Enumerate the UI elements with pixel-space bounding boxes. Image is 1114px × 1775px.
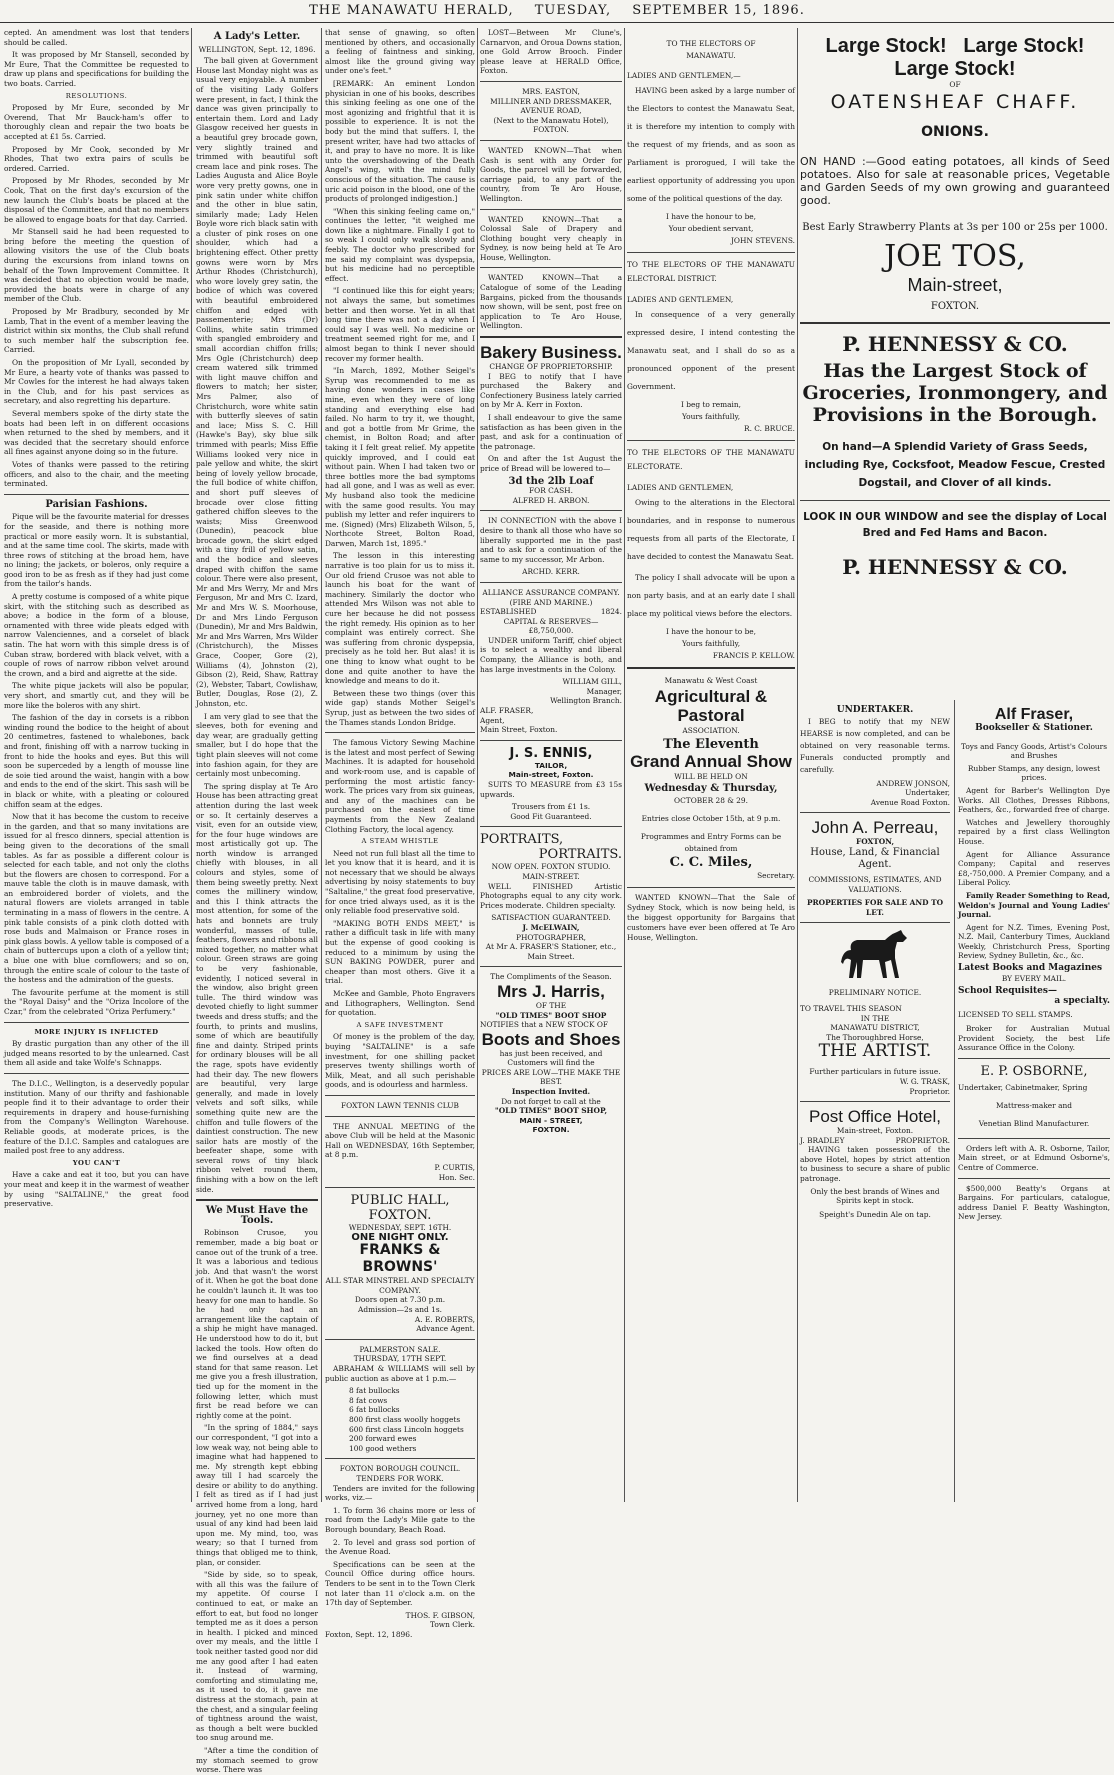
ad-text: MAIN - STREET, xyxy=(519,1115,583,1125)
ad-text: I shall endeavour to give the same satisfaction as has been given in the past, and ask for a continuation of the patronage. xyxy=(480,413,622,451)
ad-text: Undertaker, Cabinetmaker, Spring xyxy=(958,1082,1088,1092)
hennessy-name: P. HENNESSY & CO. xyxy=(842,331,1068,356)
article-text: Have a cake and eat it too, but you can have your meat and keep it in the warmest of weather by using "SALTALINE," the great food preservative. xyxy=(4,1170,189,1209)
article-text: It was proposed by Mr Stansell, seconded by Mr Eure, That the Committee be requested to draw up plans and specifications for building the two boats. Carried. xyxy=(4,50,189,88)
divider xyxy=(627,440,795,441)
strawberry-text: Best Early Strawberry Plants at 3s per 100 or 25s per 1000. xyxy=(802,222,1108,234)
ad-signature: J. McELWAIN, xyxy=(522,922,580,932)
loaf-price: 3d the 2lb Loaf xyxy=(508,475,594,487)
divider xyxy=(958,1138,1110,1139)
column-3 xyxy=(325,28,475,1639)
ad-text: The policy I shall advocate will be upon a non party basis, and at an early date I shall place my political views before the electors. xyxy=(627,573,795,618)
ad-text: UNDER uniform Tariff, chief object is to select a wealthy and liberal Company, the Alliance is both, and has large investments in the Colony. xyxy=(480,635,622,674)
ad-signature: Wellington Branch. xyxy=(550,696,622,706)
council-subheading: TENDERS FOR WORK. xyxy=(356,1473,444,1483)
divider xyxy=(800,500,1110,501)
article-text: Proposed by Mr Rhodes, seconded by Mr Cook, That on the first day's excursion of the new launch the Club's boats be placed at the disposal of the Committee, and that no members be allowed to engage boats for that day. Carried. xyxy=(4,176,189,224)
artist-name: THE ARTIST. xyxy=(818,1041,932,1062)
divider xyxy=(480,582,622,583)
ad-text: PRICES ARE LOW—THE MAKE THE BEST. xyxy=(481,1067,621,1087)
ad-text: Agent for Barber's Wellington Dye Works. All Clothes, Dresses Ribbons, Feathers, &c., forwarded free of charge. xyxy=(958,785,1110,815)
ad-text: The Compliments of the Season. xyxy=(490,972,612,982)
ad-text: Do not forget to call at the xyxy=(501,1096,601,1106)
ad-text xyxy=(800,1136,950,1146)
ad-text: MANAWATU DISTRICT, xyxy=(830,1023,920,1033)
divider xyxy=(480,140,622,141)
ad-text: Main-street, Foxton. xyxy=(508,770,594,780)
ad-text: Trousers from £1 1s. xyxy=(511,802,591,812)
divider xyxy=(958,1058,1110,1059)
article-text: The ball given at Government House last Monday night was as usual very enjoyable. A number of the visiting Lady Golfers were present, in fact, I think the dance was given principally to entertain them. Lord and Lady Glasgow received her guests in a beautiful grey brocade gown, very slightly trained and trimmed with beautiful soft cream lace and pink roses. The Ladies Augusta and Alice Boyle wore very pretty gowns, one in pink satin under white chiffon and the other in blue satin, similarly made; Lady Helen Boyle wore rich black satin with a cluster of pink roses on one shoulder, which had a brightening effect. Other pretty gowns were worn by Mrs Arthur Rhodes (Christchurch), who wore lovely grey satin, the bodice of which was covered with beautiful embroidered chiffon and edged with passementerie; Mrs (Dr) Collins, white satin trimmed with spangled embroidery and small accordian chiffon frills; Mrs Ogle (Christchurch) deep cream watered silk trimmed with light mauve chiffon and flowers to match; her sister, Mrs Palmer, also of Christchurch, wore white satin with butterfly sleeves of satin and lace; Miss S. C. Hill (Hawke's Bay), sky blue silk trimmed with pearls; Miss Effie Williams looked very nice in pale yellow and white, the skirt being of lovely yellow brocade, the full bodice of white chiffon, and short puff sleeves of brocade over close fitting gathered chiffon sleeves to the waists; Miss Greenwood (Dunedin), peacock blue brocade gown, the skirt edged with a tiny frill of yellow satin, and the bodice and sleeves draped with chiffon the same colour. There were also present, Mr and Mrs Werry, Mr and Mrs Ferguson, Mr and Mrs C. Izard, Mr and Mrs W. S. Moorhouse, Dr and Mrs Lindo Ferguson (Dunedin), Mr and Mrs Baldwin, Mr and Mrs Warren, Mrs Wilder (Christchurch), the Misses Grace, Cooper, Gore (2), Williams (4), Johnston (2), Gibson (2), Reid, Shaw, Rattray (2), Webster, Tabart, Cowlishaw, Butler, Douglas, Rose (2), Z. Johnston, etc. xyxy=(196,56,318,708)
ad-text: Rubber Stamps, any design, lowest prices. xyxy=(967,763,1101,783)
ad-text: TAILOR, xyxy=(534,760,568,770)
ad-text: Yours faithfully, xyxy=(681,412,741,421)
ad-text: Family Reader Something to Read, Weldon's Journal and Young Ladies' Journal. xyxy=(958,890,1110,920)
ad-signature: Advance Agent. xyxy=(416,1324,475,1334)
column-rule xyxy=(624,28,625,1502)
column-2 xyxy=(196,28,318,1775)
largest-stock-text: Has the Largest Stock of Groceries, Ironmongery, and Provisions in the Borough. xyxy=(802,359,1108,426)
ad-signature: A. E. ROBERTS, xyxy=(414,1314,475,1324)
grand-show-title: Grand Annual Show xyxy=(630,752,792,771)
divider xyxy=(325,1095,475,1096)
article-text: The lesson in this interesting narrative is too plain for us to miss it. Our old friend Crusoe was not able to launch his boat for the want of machinery. Similarly the doctor who attended Mrs Wilson was not able to cure her because he did not possess the right remedy. His opinion as to her complaint was entirely correct. She was suffering from chronic dyspepsia, precisely as he told her. But alas! it is one thing to know what ought to be done and quite another to have the knowledge and means to do it. xyxy=(325,551,475,686)
established-label: ESTABLISHED xyxy=(480,607,537,617)
ad-text: WANTED KNOWN—That the Sale of Sydney Stock, which is now being held, is the biggest opportunity for Bargains that customers have ever been offered at Te Aro House, Wellington. xyxy=(627,893,795,942)
portraits-heading: PORTRAITS. xyxy=(538,847,622,863)
ad-text: LOST—Between Mr Clune's, Carnarvon, and Oroua Downs station, one Gold Arrow Brooch. Finder please leave at HERALD Office, Foxton. xyxy=(480,28,622,76)
ad-signature: ARCHD. KERR. xyxy=(522,567,580,577)
article-text: Pique will be the favourite material for dresses for the seaside, and there is nothing more practical or more easily worn. It is substantial, and at the same time cool. The skirts, made with three rows of stitching at the broad hem, have no lining; the jackets, or boleros, only require a good iron to be as fresh as if they had just come from the tailor's hands. xyxy=(4,512,189,589)
article-text: Now that it has become the custom to receive in the garden, and that so many invitations are issued for al fresco dinners, special attention is being given to the decorations of the small tables. As far as possible a different colour is selected for each table, and not only the cloths but the flowers are chosen to correspond. For a mauve table the cloth is in mauve damask, with an embroidered border of violets, and the natural flowers are violets arranged in table terminating in a mass of flowers in the centre. A pink table consists of a pink cloth dotted with rose buds and Malmaison or France roses in pink glass bowls. A yellow table is composed of a chain of buttercups upon a cloth of a yellow tint; a blue one with blue cornflowers; and so on, through the entire scale of colour to the taste of the hostess and the admiration of the guests. xyxy=(4,812,189,985)
dateline: WELLINGTON, Sept. 12, 1896. xyxy=(198,44,316,54)
ad-text: Programmes and Entry Forms can be obtained from xyxy=(640,832,782,853)
ad-signature: R. C. BRUCE. xyxy=(744,424,795,433)
palm-sale-heading: PALMERSTON SALE. xyxy=(359,1344,441,1354)
ennis-name: J. S. ENNIS, xyxy=(509,745,593,761)
ad-text: Main-street, Foxton. xyxy=(836,1126,914,1136)
ad-text: Speight's Dunedin Ale on tap. xyxy=(819,1209,931,1219)
ad-text: House, Land, & Financial Agent. xyxy=(810,846,940,870)
ad-text xyxy=(480,607,622,617)
large-stock-label: Large Stock! xyxy=(894,58,1016,80)
ad-text: WANTED KNOWN—That when Cash is sent with any Order for Goods, the parcel will be forwarded, carriage paid, to any part of the country, from Te Aro House, Wellington. xyxy=(480,145,622,203)
stock-item: 800 first class woolly hoggets xyxy=(349,1415,461,1424)
chaff-title: OATENSHEAF CHAFF. xyxy=(830,90,1080,113)
article-text: "In the spring of 1884," says our correspondent, "I got into a low weak way, not being able to imagine what had happened to me. My strength kept ebbing away till I had scarcely the desire or ability to do anything. I felt as tired as if I had just arrived home from a long, hard journey, yet no one more than usual of any kind had been laid upon me. My mind, too, was weary; so that I turned from things that obliged me to think, plan, or consider. xyxy=(196,1423,318,1567)
specialty-label: a specialty. xyxy=(1054,995,1110,1006)
ad-text: THE ANNUAL MEETING of the above Club will be held at the Masonic Hall on WEDNESDAY, 16th September, at 8 p.m. xyxy=(325,1121,475,1160)
ad-signature: Town Clerk. xyxy=(430,1620,475,1630)
ad-signature: THOS. F. GIBSON, xyxy=(405,1610,475,1620)
ad-text: PRELIMINARY NOTICE. xyxy=(828,988,922,998)
column-7 xyxy=(800,706,950,1502)
divider xyxy=(800,922,950,923)
ad-text: FOXTON. xyxy=(532,1125,570,1135)
latest-books: Latest Books and Magazines xyxy=(958,963,1103,974)
article-text: The famous Victory Sewing Machine is the latest and most perfect of Sewing Machines. It is adapted for household and work-room use, and is capable of performing the most artistic fancy-work. The prices vary from six guineas, and any of the machines can be purchased on the easiest of time payments from the New Zealand Clothing Factory, the local agency. xyxy=(325,738,475,834)
article-text: Robinson Crusoe, you remember, made a big boat or canoe out of the trunk of a tree. It was a laborious and tedious job. And that wasn't the worst of it. When he got the boat done he couldn't launch it. It was too heavy for one man to handle. So he had only had an arrangement like the captain of a ship he might have managed. He understood how to do it, but lacked the tools. How often do we find ourselves at a dead stand for that same reason. Let me give you a fresh illustration, tied up for the moment in the following letter, which must first be read before we can rightly come at the point. xyxy=(196,1228,318,1420)
electors-heading: MANAWATU. xyxy=(686,51,736,60)
alf-fraser-name: Alf Fraser, xyxy=(994,706,1074,723)
article-text: "When this sinking feeling came on," continues the letter, "it weighed me down like a nightmare. Finally I got to so weak I could only walk slowly and feebly. The doctor who prescribed for me said my complaint was dyspepsia, but his medicine had no perceptible effect. xyxy=(325,206,475,283)
safe-heading: A SAFE INVESTMENT xyxy=(356,1020,444,1029)
ad-text: LADIES AND GENTLEMEN,— xyxy=(627,71,741,80)
ad-signature: Undertaker, xyxy=(905,788,950,798)
article-text: Between these two things (over this wide gap) stands Mother Seigel's Syrup, just as between the two sides of the Thames stands London Bridge. xyxy=(325,688,475,727)
ad-text: On and after the 1st August the price of Bread will be lowered to— xyxy=(480,454,622,473)
column-rule xyxy=(321,28,322,1502)
electors-heading: TO THE ELECTORS OF THE MANAWATU ELECTORATE. xyxy=(627,448,795,471)
of-label: OF xyxy=(949,80,961,89)
divider xyxy=(480,336,622,338)
ad-text: IN THE xyxy=(860,1013,890,1023)
eleventh-label: The Eleventh xyxy=(663,737,759,752)
divider xyxy=(627,887,795,888)
ad-text: Watches and Jewellery thoroughly repaired by a first class Wellington House. xyxy=(958,817,1110,846)
ad-text: Good Fit Guaranteed. xyxy=(510,811,592,821)
ad-text: FOR CASH. xyxy=(529,486,573,496)
article-text: "In March, 1892, Mother Seigel's Syrup was recommended to me as having done wonders in cases like mine, even when they were of long standing and everything else had failed. No harm to try it, we thought, and got a bottle from Mr Grime, the chemist, in Bolton Road; and after taking it I felt great relief. My appetite quickly improved, and I could eat without pain. When I had taken two or three bottles more the bad symptoms had all gone, and I was as well as ever. My husband also took the medicine with the same good results. You may publish my letter and refer inquirers to me. (Signed) (Mrs) Elizabeth Wilson, 5, Northcote Street, Bolton Road, Darwen, March 1st, 1895." xyxy=(325,366,475,548)
electors-heading: TO THE ELECTORS OF xyxy=(666,39,756,48)
divider xyxy=(800,322,1110,324)
hennessy-name: P. HENNESSY & CO. xyxy=(842,554,1068,579)
article-text: Of money is the problem of the day, buying "SALTALINE" is a safe investment, for one shilling packet preserves twenty shillings worth of Milk, Meat, and all such perishable goods, and is odourless and harmless. xyxy=(325,1032,475,1090)
ad-text: I BEG to notify that my NEW HEARSE is now completed, and can be obtained on very reasonable terms. Funerals conducted promptly and carefully. xyxy=(800,716,950,774)
divider xyxy=(480,740,622,741)
column-5 xyxy=(627,28,795,1502)
resolutions-heading: RESOLUTIONS. xyxy=(65,91,128,100)
steam-heading: A STEAM WHISTLE xyxy=(361,837,439,846)
ad-text: AVENUE ROAD, xyxy=(520,106,582,116)
article-text: "MAKING BOTH ENDS MEET," is rather a difficult task in life with many but the expense of good cooking is reduced to a minimum by using the SUN BAKING POWDER, purer and cheaper than most others. Give it a trial. xyxy=(325,918,475,986)
ad-text: I beg to remain, xyxy=(680,400,742,409)
divider xyxy=(958,1178,1110,1179)
column-rule xyxy=(954,700,955,1502)
one-night-label: ONE NIGHT ONLY. xyxy=(351,1231,449,1243)
ad-signature: Secretary. xyxy=(757,871,795,880)
divider xyxy=(800,812,950,813)
ad-text: has just been received, and Customers will find the xyxy=(499,1048,603,1068)
column-4 xyxy=(480,28,622,1502)
inspection-invited: Inspection Invited. xyxy=(511,1087,591,1097)
issue-date: SEPTEMBER 15, 1896. xyxy=(632,3,805,18)
perreau-name: John A. Perreau, xyxy=(811,818,939,838)
ad-text: Agent for Alliance Assurance Company; Capital and reserves £8,-750,000. A Premier Company, and a Liberal Policy. xyxy=(958,849,1110,888)
divider xyxy=(480,966,622,967)
column-rule xyxy=(191,28,192,1502)
article-text: The favourite perfume at the moment is still the "Royal Daisy" and the "Oriza Incolore of the Czar," from the celebrated "Oriza Perfumery." xyxy=(4,987,189,1016)
ad-text: Doors open at 7.30 p.m. xyxy=(354,1295,446,1305)
show-dates: OCTOBER 28 & 29. xyxy=(674,796,748,805)
bakery-title: Bakery Business. xyxy=(480,343,622,363)
on-hand-text: ON HAND :—Good eating potatoes, all kinds of Seed potatoes. Also for sale at reasonable prices, Vegetable and Garden Seeds of my own growing and guaranteed good. xyxy=(800,155,1110,208)
ad-text: Tenders are invited for the following works, viz.— xyxy=(325,1483,475,1503)
article-text: A pretty costume is composed of a white pique skirt, with the stitching such as described as above; a bodice in the form of a blouse, ornamented with three wide pleats edged with narrow Valenciennes, and a corselet of black satin. The hat worn with this simple dress is of Cuban straw, bordered with black velvet, with a couple of rows of narrow ribbon velvet around the crown, and a bird and aigrette at the side. xyxy=(4,592,189,678)
ad-text: HAVING taken possession of the above Hotel, hopes by strict attention to business to secure a share of public patronage. xyxy=(800,1145,950,1184)
ad-text: Toys and Fancy Goods, Artist's Colours and Brushes xyxy=(961,741,1107,761)
ad-signature: JOHN STEVENS. xyxy=(730,236,795,245)
ad-signature: FRANCIS P. KELLOW. xyxy=(712,651,795,660)
grass-seeds-text: On hand—A Splendid Variety of Grass Seeds, including Rye, Cocksfoot, Meadow Fescue, Crested Dogstail, and Clover of all kinds. xyxy=(804,440,1106,489)
column-rule xyxy=(797,28,798,1502)
ad-signature: Hon. Sec. xyxy=(438,1172,475,1182)
ad-text: WANTED KNOWN—That a Catalogue of some of the Leading Bargains, picked from the thousands now shown, will be sent, post free on application to Te Aro House, Wellington. xyxy=(480,273,622,331)
ad-text: 2. To level and grass sod portion of the Avenue Road. xyxy=(325,1537,475,1557)
ad-text: Specifications can be seen at the Council Office during office hours. Tenders to be sent in to the Town Clerk not later than 11 o'clock a.m. on the 17th day of September. xyxy=(325,1559,475,1608)
divider xyxy=(480,826,622,827)
show-association: Manawatu & West Coast xyxy=(664,676,758,685)
divider xyxy=(325,732,475,733)
ad-text: WILL BE HELD ON xyxy=(674,772,748,781)
divider xyxy=(480,81,622,82)
divider xyxy=(480,209,622,210)
stock-item: 600 first class Lincoln hoggets xyxy=(349,1424,464,1434)
stock-item: 6 fat bullocks xyxy=(349,1405,400,1415)
ad-signature: W. G. TRASK, xyxy=(899,1076,950,1086)
ad-signature: Agent, xyxy=(480,715,505,725)
column-6 xyxy=(800,28,1110,700)
stock-item: 8 fat cows xyxy=(349,1395,388,1405)
ad-text: CAPITAL & RESERVES— xyxy=(503,616,599,626)
ad-text: (Next to the Manawatu Hotel), xyxy=(493,115,609,125)
ad-subheading: CHANGE OF PROPRIETORSHIP. xyxy=(489,362,613,372)
alliance-heading: ALLIANCE ASSURANCE COMPANY. xyxy=(482,587,620,597)
article-text: Need not run full blast all the time to let you know that it is heard, and it is not necessary that we should be always advertising by noisy statements to buy "Saltaline," the great food preservative, for once tried always used, as it is the only reliable food preservative sold. xyxy=(325,848,475,916)
ad-text: Your obedient servant, xyxy=(668,224,754,233)
portraits-heading: PORTRAITS, xyxy=(480,832,564,848)
divider xyxy=(325,1187,475,1188)
divider xyxy=(627,252,795,253)
article-text: "I continued like this for eight years; not always the same, but sometimes better and then worse. Yet in all that long time there was not a day when I could say I was well. No medicine or treatment seemed right for me, and I almost began to think I never should recover my former health. xyxy=(325,286,475,363)
divider xyxy=(627,667,795,669)
article-text: Several members spoke of the dirty state the boats had been left in on different occasions when returned to the shed by members, and it was decided that the secretary should enforce all fines against anyone doing so in the future. xyxy=(4,408,189,457)
ad-text: I have the honour to be, xyxy=(665,627,757,636)
ladys-letter-title: A Lady's Letter. xyxy=(213,31,301,42)
ad-signature: Main Street, Foxton. xyxy=(480,725,558,735)
large-stock-label: Large Stock! xyxy=(963,35,1085,57)
onions-title: ONIONS. xyxy=(921,123,989,140)
column-8 xyxy=(958,706,1110,1502)
joe-tos-town: FOXTON. xyxy=(930,301,980,313)
ad-text: $500,000 Beatty's Organs at Bargains. For particulars, catalogue, address Daniel F. Beatty Washington, New Jersey. xyxy=(958,1183,1110,1222)
ad-text: Orders left with A. R. Osborne, Tailor, Main street, or at Edmund Osborne's, Centre of Commerce. xyxy=(958,1143,1110,1172)
article-text: "After a time the condition of my stomach seemed to grow worse. There was xyxy=(196,1745,318,1775)
ad-date: Foxton, Sept. 12, 1896. xyxy=(325,1629,413,1639)
electors-heading: TO THE ELECTORS OF THE MANAWATU ELECTORAL DISTRICT. xyxy=(627,260,795,283)
ad-text: Admission—2s and 1s. xyxy=(358,1305,442,1315)
horse-icon xyxy=(839,928,911,984)
ad-text: I have the honour to be, xyxy=(665,212,757,221)
miles-name: C. C. Miles, xyxy=(669,855,753,870)
ad-text: Owing to the alterations in the Electoral boundaries, and in response to numerous requests from all parts of the Electorate, I have decided to contest the Manawatu Seat. xyxy=(627,498,795,561)
ad-text: LICENSED TO SELL STAMPS. xyxy=(958,1010,1073,1020)
bradley-name: J. BRADLEY xyxy=(800,1135,845,1145)
article-text: I am very glad to see that the sleeves, both for evening and day wear, are gradually getting smaller, but I do hope that the tight plain sleeves will not come into fashion again, for they are certainly most unbecoming. xyxy=(196,711,318,779)
ad-text: PROPERTIES FOR SALE AND TO LET. xyxy=(806,898,944,917)
ad-text: I BEG to notify that I have purchased the Bakery and Confectionery Business lately carried on by Mr A. Kerr in Foxton. xyxy=(480,371,622,410)
undertaker-heading: UNDERTAKER. xyxy=(836,705,914,715)
ad-text: ALL STAR MINSTREL AND SPECIALTY COMPANY. xyxy=(325,1276,475,1295)
ad-text: FOXTON, xyxy=(855,837,895,847)
harris-name: Mrs J. Harris, xyxy=(497,981,605,1001)
ad-signature: ANDREW JONSON, xyxy=(876,778,950,788)
ad-text: HAVING been asked by a large number of the Electors to contest the Manawatu Seat, it is therefore my intention to comply with the request of my friends, and as soon as Parliament is prorogued, I will take the earliest opportunity of addressing you upon some of the political questions of the day. xyxy=(627,86,795,203)
divider xyxy=(4,1073,189,1074)
article-text: The fashion of the day in corsets is a ribbon winding round the bodice to the height of about 20 centimetres, fastened to whalebones, back and front, finishing off with a narrow tucking in front to hide the hooks and eyes. But this will soon be superceded by a length of mousse line de soie tied around the waist, hangin with a bow and ends to the end of the skirt. This sash will be in black or white, with a pleating or coloured chiffon seam at the edges. xyxy=(4,713,189,809)
ad-date: WEDNESDAY, SEPT. 16TH. xyxy=(348,1223,452,1233)
ad-text: Agent for N.Z. Times, Evening Post, N.Z. Mail, Canterbury Times, Auckland Weekly, Christchurch Press, Sporting Review, Sydney Bulletin, &c., &c. xyxy=(958,922,1110,961)
show-days: Wednesday & Thursday, xyxy=(644,783,778,794)
ad-text: SATISFACTION GUARANTEED. xyxy=(491,913,611,923)
ad-signature: P. CURTIS, xyxy=(434,1162,475,1172)
ad-signature: Proprietor. xyxy=(909,1086,950,1096)
ad-signature: Avenue Road Foxton. xyxy=(870,797,950,807)
ad-signature: ALFRED H. ARBON. xyxy=(512,495,590,505)
injury-heading: MORE INJURY IS INFLICTED xyxy=(34,1027,159,1036)
easton-name: MRS. EASTON, xyxy=(522,86,580,96)
ad-text: Only the best brands of Wines and Spirits kept in stock. xyxy=(810,1186,940,1206)
ad-text: BY EVERY MAIL. xyxy=(1001,973,1067,983)
ad-text: NOW OPEN. FOXTON STUDIO. xyxy=(491,862,611,872)
divider xyxy=(325,1339,475,1340)
ad-text: 1. To form 36 chains more or less of road from the Lady's Mile gate to the Borough boundary, Beach Road. xyxy=(325,1505,475,1534)
ad-text: COMMISSIONS, ESTIMATES, AND VALUATIONS. xyxy=(808,874,942,894)
post-office-hotel: Post Office Hotel, xyxy=(809,1107,941,1127)
divider xyxy=(480,267,622,268)
article-text: that sense of gnawing, so often mentioned by others, and occasionally a feeling of faintness and sinking, almost like the ground giving way under one's feet." xyxy=(325,28,475,76)
article-text: Mr Stansell said he had been requested to bring before the meeting the question of allowing visitors the use of the Club boats during the excursions from inland towns on behalf of the Town Improvement Committee. It was decided that no objection would be made, provided the boats were in charge of any member of the Club. xyxy=(4,227,189,304)
ad-signature: WILLIAM GILL, xyxy=(562,677,622,687)
ad-text: "OLD TIMES" BOOT SHOP xyxy=(495,1010,607,1020)
column-rule xyxy=(477,28,478,1502)
council-heading: FOXTON BOROUGH COUNCIL. xyxy=(339,1464,461,1474)
ad-text: WANTED KNOWN—That a Colossal Sale of Drapery and Clothing bought very cheaply in Sydney, is now being held at Te Aro House, Wellington. xyxy=(480,214,622,262)
article-text: [REMARK: An eminent London physician in one of his books, describes this sinking feeling as one one of the most agonizing and frightful that it is possible to experience. It is not the body but the mind that suffers. I, the present writer, have had two attacks of it, and pray to have no more. It is like unto the overshadowing of the Death Angel's wing, with the mind fully conscious of the situation. The cause is uric acid poison in the blood, one of the products of prolonged indigestion.] xyxy=(325,78,475,204)
stock-item: 8 fat bullocks xyxy=(349,1386,400,1396)
easton-title: MILLINER AND DRESSMAKER, xyxy=(490,96,612,106)
bradley-title: PROPRIETOR. xyxy=(895,1135,950,1145)
ad-text: In consequence of a very generally expressed desire, I intend contesting the Manawatu seat, and I shall do so as a pronounced opponent of the present Government. xyxy=(627,310,795,391)
ad-text: NOTIFIES that a NEW STOCK OF xyxy=(480,1020,609,1030)
established-year: 1824. xyxy=(600,607,622,617)
ad-text: (FIRE AND MARINE.) xyxy=(509,597,593,607)
divider xyxy=(196,1199,318,1201)
ad-text: Entries close October 15th, at 9 p.m. xyxy=(641,814,781,823)
ad-text: Broker for Australian Mutual Provident Society, the best Life Assurance Office in the Colony. xyxy=(958,1024,1110,1053)
ad-text: TO TRAVEL THIS SEASON xyxy=(800,1003,902,1013)
joe-tos-name: JOE TOS, xyxy=(884,239,1026,275)
ad-text: IN CONNECTION with the above I desire to thank all those who have so liberally supported me in the past and to ask for a continuation of the same to my successor, Mr Arbon. xyxy=(480,516,622,564)
article-text: Votes of thanks were passed to the retiring officers, and also to the chair, and the meeting terminated. xyxy=(4,459,189,489)
ad-text: Further particulars in future issue. xyxy=(809,1067,941,1077)
stock-item: 100 good wethers xyxy=(349,1443,417,1453)
article-text: By drastic purgation than any other of the ill judged means resorted to by the unlearned. Cast them all aside and take Wolfe's Schnapps. xyxy=(4,1039,189,1068)
joe-tos-street: Main-street, xyxy=(907,275,1003,296)
window-display-text: LOOK IN OUR WINDOW and see the display of Local Bred and Fed Hams and Bacon. xyxy=(803,510,1107,539)
public-hall-heading: PUBLIC HALL, FOXTON. xyxy=(350,1193,450,1224)
article-text: On the proposition of Mr Lyall, seconded by Mr Eure, a hearty vote of thanks was passed to Mr Cowles for the interest he had always taken in the Club, and for his past services as secretary, and also regretting his departure. xyxy=(4,358,189,406)
ad-text: Mattress-maker and xyxy=(996,1100,1072,1110)
ad-text: MAIN-STREET. xyxy=(522,871,580,881)
article-text: Proposed by Mr Eure, seconded by Mr Overend, That Mr Bauck-ham's offer to thoroughly clean and repair the two boats be accepted at £1 5s. Carried. xyxy=(4,103,189,141)
ad-text: Venetian Blind Manufacturer. xyxy=(978,1118,1090,1128)
ad-text: The Thoroughbred Horse, xyxy=(826,1032,924,1042)
divider xyxy=(800,1101,950,1102)
ad-signature: ALF. FRASER, xyxy=(480,706,534,716)
ad-text: FOXTON. xyxy=(533,125,569,135)
ad-signature: Manager, xyxy=(586,686,622,696)
large-stock-heading xyxy=(800,34,1110,58)
article-text: The spring display at Te Aro House has been attracting great attention during the last week or so. It certainly deserves a visit, even for an outside view, for the four huge windows are most artistically got up. The north window is arranged chiefly with blouses, in all colours and styles, some of them being sweetly pretty. Next comes the millinery window, and this I think attracts the most attention, for some of the hats and bonnets are truly wonderful, masses of tulle, feathers, flowers and ribbons all mixed together, no matter what colour. Green straws are going to be very fashionable, evidently, I noticed several in the window, also bright green tulle. The third window was devoted chiefly to light summer tweeds and dress stuffs; and the fourth, to prints and muslins, some of which are beautifully fine and dainty. Striped prints for ordinary blouses will be all the rage, spots have evidently had their day. The new flowers are beautiful, very large generally, and made in lovely velvets and soft silks, while something quite new are the chiffon and tulle flowers of the daintiest construction. The new sailor hats are mostly of the beefeater shape, some with several rows of tiny black ribbon velvet round them, finishing with a bow on the left side. xyxy=(196,781,318,1194)
tools-title: We Must Have the Tools. xyxy=(205,1205,309,1226)
large-stock-label: Large Stock! xyxy=(825,35,947,57)
boots-shoes: Boots and Shoes xyxy=(481,1029,621,1049)
parisian-fashions-title: Parisian Fashions. xyxy=(45,498,148,510)
column-1 xyxy=(4,28,189,1502)
tennis-heading: FOXTON LAWN TENNIS CLUB xyxy=(341,1100,459,1110)
ad-text: LADIES AND GENTLEMEN, xyxy=(627,295,734,304)
stock-list xyxy=(325,1386,475,1453)
article-text: The white pique jackets will also be popular, very short, and smartly cut, and they will be more like the boleros with any shirt. xyxy=(4,681,189,710)
bookseller-label: Bookseller & Stationer. xyxy=(975,723,1093,733)
ad-text: Yours faithfully, xyxy=(681,639,741,648)
franks-browns-title: FRANKS & BROWNS' xyxy=(359,1242,441,1276)
ad-text: SUITS TO MEASURE from £3 15s upwards. xyxy=(480,780,622,799)
article-text: cepted. An amendment was lost that tenders should be called. xyxy=(4,28,189,47)
youcant-heading: YOU CAN'T xyxy=(72,1158,121,1167)
divider xyxy=(4,1022,189,1023)
article-text: Proposed by Mr Cook, seconded by Mr Rhodes, That two extra pairs of sculls be ordered. Carried. xyxy=(4,144,189,173)
divider xyxy=(4,494,189,495)
divider xyxy=(480,510,622,511)
ad-text: ASSOCIATION. xyxy=(682,726,740,735)
article-text: The D.I.C., Wellington, is a deservedly popular institution. Many of our thrifty and fashionable people find it to their advantage to order their requirements in drapery and house-furnishing from the Company's Wellington Warehouse. Reliable goods, at moderate prices, is the feature of the D.I.C. Samples and catalogues are mailed post free to any address. xyxy=(4,1078,189,1156)
article-text: Proposed by Mr Bradbury, seconded by Mr Lamb, That in the event of a member leaving the district within six months, the Club shall refund to such member half the subscription fee. Carried. xyxy=(4,307,189,355)
school-requisites: School Requisites— xyxy=(958,986,1057,997)
divider xyxy=(325,1458,475,1459)
divider xyxy=(325,1116,475,1117)
ad-text: At Mr A. FRASER'S Stationer, etc., Main Street. xyxy=(485,942,617,961)
ad-text: £8,750,000. xyxy=(528,626,574,636)
ad-date: THURSDAY, 17TH SEPT. xyxy=(353,1354,447,1364)
agricultural-title: Agricultural & Pastoral xyxy=(654,687,768,725)
stock-item: 200 forward ewes xyxy=(349,1434,417,1444)
ad-text: LADIES AND GENTLEMEN, xyxy=(627,483,734,492)
article-text: "Side by side, so to speak, with all this was the failure of my appetite. Of course I continued to eat, or make an effort to eat, but food no longer tempted me as it does a person in health. I picked and minced over my meals, and the little I took neither tasted good nor did me any good after I had eaten it. Instead of warming, comforting and stimulating me, as it used to do, it gave me distress at the stomach, pain at the chest, and a singular feeling of tightness around the waist, as though a belt were buckled too snug around me. xyxy=(196,1570,318,1743)
issue-day: TUESDAY, xyxy=(534,3,612,18)
ad-text: ABRAHAM & WILLIAMS will sell by public auction as above at 1 p.m.— xyxy=(325,1364,475,1383)
osborne-name: E. P. OSBORNE, xyxy=(980,1063,1088,1079)
masthead xyxy=(0,0,1114,23)
ad-text: "OLD TIMES" BOOT SHOP, xyxy=(494,1106,608,1116)
ad-text: WELL FINISHED Artistic Photographs equal to any city work. Prices moderate. Children specialty. xyxy=(480,881,622,910)
paper-name: THE MANAWATU HERALD, xyxy=(309,3,514,18)
ad-text: OF THE xyxy=(535,1000,567,1010)
ad-text: PHOTOGRAPHER, xyxy=(516,932,586,942)
article-text: McKee and Gamble, Photo Engravers and Lithographers, Wellington. Send for quotation. xyxy=(325,989,475,1018)
